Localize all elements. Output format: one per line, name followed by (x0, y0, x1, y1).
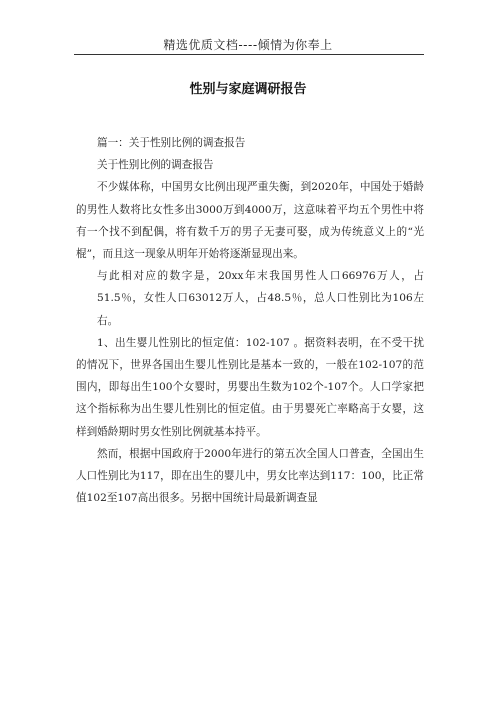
body-paragraph: 与此相对应的数字是，20xx年末我国男性人口66976万人，占51.5％，女性人口63012万人，占48.5％，总人口性别比为106左右。 (97, 270, 424, 327)
body-paragraph: 然而，根据中国政府于2000年进行的第五次全国人口普查，全国出生人口性别比为117，即在出生的婴儿中，男女比率达到117：100，比正常值102至107高出很多。另据中国统计局最新调查显 (76, 447, 424, 505)
page-header: 精选优质文档----倾情为你奉上 (163, 38, 333, 52)
body-paragraph: 不少媒体称，中国男女比例出现严重失衡，到2020年，中国处于婚龄的男性人数将比女性多出3000万到4000万，这意味着平均五个男性中将有一个找不到配偶，将有数千万的男子无妻可娶，成为传统意义上的“光棍”，而且这一现象从明年开始将逐渐显现出来。 (76, 181, 424, 261)
body-paragraph: 1、出生婴儿性别比的恒定值：102-107 。据资料表明，在不受干扰的情况下，世界各国出生婴儿性别比是基本一致的，一般在102-107的范围内，即每出生100个女婴时，男婴出生数为102个-107个。人口学家把这个指标称为出生婴儿性别比的恒定值。由于男婴死亡率略高于女婴，这样到婚龄期时男女性别比例就基本持平。 (76, 336, 424, 438)
section-heading: 篇一：关于性别比例的调查报告 (97, 137, 246, 149)
document-body (76, 132, 424, 509)
report-subtitle: 关于性别比例的调查报告 (97, 159, 214, 172)
document-title: 性别与家庭调研报告 (189, 82, 307, 97)
header-divider (74, 54, 424, 55)
